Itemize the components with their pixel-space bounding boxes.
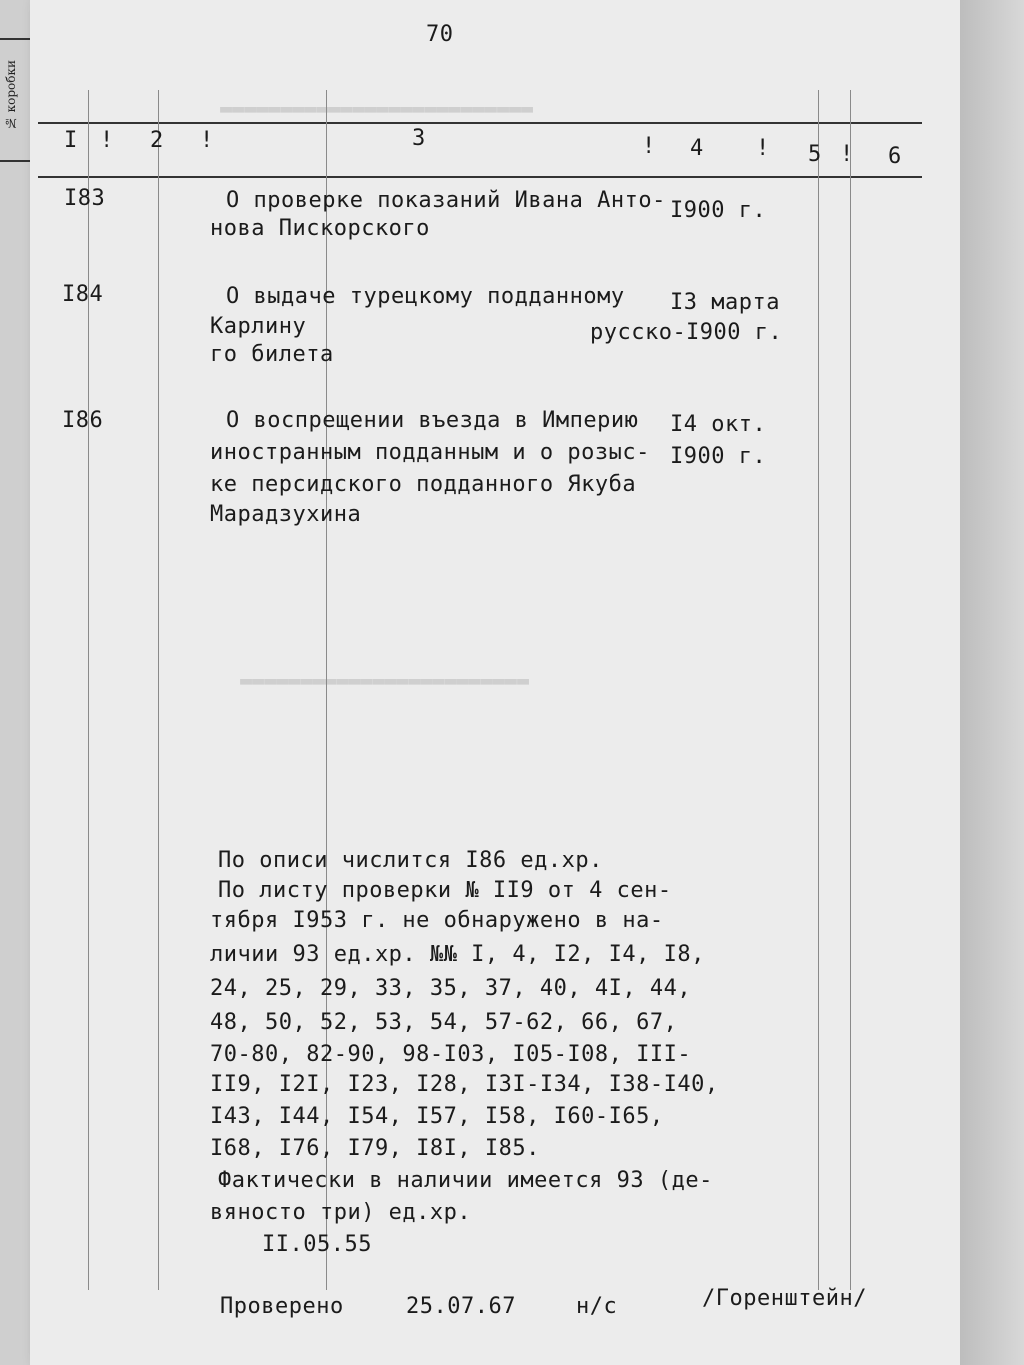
header-separator: ! bbox=[642, 134, 656, 159]
bleed-through-mark: ▬▬▬▬▬▬▬▬▬▬▬▬▬▬▬▬▬▬▬▬▬▬▬▬▬▬ bbox=[220, 96, 534, 120]
header-separator: ! bbox=[200, 128, 214, 153]
column-guide bbox=[850, 90, 851, 1290]
summary-line: вяносто три) ед.хр. bbox=[210, 1200, 472, 1225]
entry-number: I83 bbox=[64, 186, 106, 211]
entry-date: I900 г. bbox=[670, 444, 767, 469]
header-bottom-rule bbox=[38, 176, 922, 178]
entry-title-line: Карлину bbox=[210, 314, 307, 339]
entry-title-fragment: русско- bbox=[590, 320, 687, 345]
checked-initials: н/с bbox=[576, 1294, 618, 1319]
summary-line: личии 93 ед.хр. №№ I, 4, I2, I4, I8, bbox=[210, 942, 705, 967]
header-top-rule bbox=[38, 122, 922, 124]
entry-title-line: го билета bbox=[210, 342, 334, 367]
header-separator: ! bbox=[756, 136, 770, 161]
column-guide bbox=[818, 90, 819, 1290]
column-guide bbox=[88, 90, 89, 1290]
header-separator: ! bbox=[840, 142, 854, 167]
summary-line: 24, 25, 29, 33, 35, 37, 40, 4I, 44, bbox=[210, 976, 692, 1001]
checked-label: Проверено bbox=[220, 1294, 344, 1319]
summary-line: II9, I2I, I23, I28, I3I-I34, I38-I40, bbox=[210, 1072, 719, 1097]
checked-date: 25.07.67 bbox=[406, 1294, 516, 1319]
checker-name: /Горенштейн/ bbox=[702, 1286, 867, 1311]
document-page bbox=[30, 0, 960, 1365]
adjacent-page-edge bbox=[0, 0, 31, 1365]
summary-line: тября I953 г. не обнаружено в на- bbox=[210, 908, 664, 933]
entry-title-line: иностранным подданным и о розыс- bbox=[210, 440, 650, 465]
page-number: 70 bbox=[426, 22, 454, 47]
header-separator: ! bbox=[100, 128, 114, 153]
bleed-through-mark: ▬▬▬▬▬▬▬▬▬▬▬▬▬▬▬▬▬▬▬▬▬▬▬▬ bbox=[240, 668, 529, 692]
header-col-3: 3 bbox=[412, 126, 426, 151]
entry-title-line: Марадзухина bbox=[210, 502, 362, 527]
summary-line: 48, 50, 52, 53, 54, 57-62, 66, 67, bbox=[210, 1010, 678, 1035]
background-shadow bbox=[960, 0, 1024, 1365]
binding-label: № коробки bbox=[4, 60, 18, 131]
entry-title-line: ке персидского подданного Якуба bbox=[210, 472, 637, 497]
header-col-6: 6 bbox=[888, 144, 902, 169]
entry-title-line: О выдаче турецкому подданному bbox=[226, 284, 625, 309]
summary-line: I43, I44, I54, I57, I58, I60-I65, bbox=[210, 1104, 664, 1129]
column-guide bbox=[158, 90, 159, 1290]
entry-title-line: нова Пискорского bbox=[210, 216, 430, 241]
header-col-2: 2 bbox=[150, 128, 164, 153]
header-col-5: 5 bbox=[808, 142, 822, 167]
entry-date: I900 г. bbox=[670, 198, 767, 223]
summary-date: II.05.55 bbox=[262, 1232, 372, 1257]
summary-line: 70-80, 82-90, 98-I03, I05-I08, III- bbox=[210, 1042, 692, 1067]
summary-line: I68, I76, I79, I8I, I85. bbox=[210, 1136, 540, 1161]
header-col-1: I bbox=[64, 128, 78, 153]
summary-line: Фактически в наличии имеется 93 (де- bbox=[218, 1168, 713, 1193]
entry-number: I84 bbox=[62, 282, 104, 307]
entry-title-line: О проверке показаний Ивана Анто- bbox=[226, 188, 666, 213]
entry-title-line: О воспрещении въезда в Империю bbox=[226, 408, 639, 433]
summary-line: По листу проверки № II9 от 4 сен- bbox=[218, 878, 672, 903]
entry-date: I900 г. bbox=[686, 320, 783, 345]
entry-number: I86 bbox=[62, 408, 104, 433]
entry-date: I4 окт. bbox=[670, 412, 767, 437]
entry-date: I3 марта bbox=[670, 290, 780, 315]
summary-line: По описи числится I86 ед.хр. bbox=[218, 848, 603, 873]
header-col-4: 4 bbox=[690, 136, 704, 161]
